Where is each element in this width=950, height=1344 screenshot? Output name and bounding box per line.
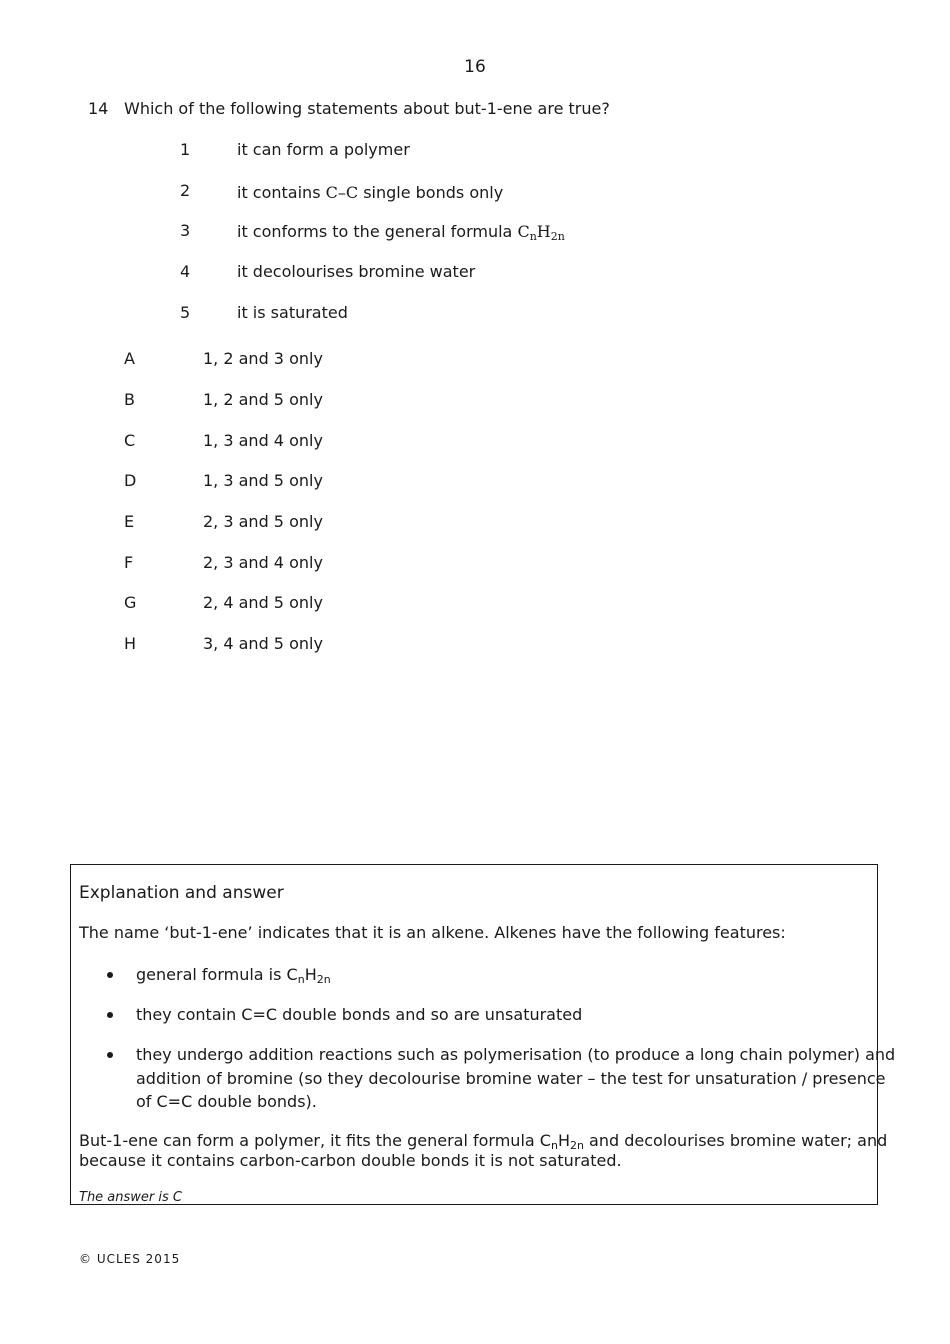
option-text: 2, 4 and 5 only (203, 593, 323, 612)
statement-text: it can form a polymer (237, 140, 410, 159)
option-letter: H (124, 634, 137, 653)
statement-number: 3 (180, 221, 191, 240)
option-text: 2, 3 and 4 only (203, 553, 323, 572)
explanation-intro: The name ‘but-1-ene’ indicates that it is an alkene. Alkenes have the following features: (79, 923, 786, 942)
option-letter: B (124, 390, 135, 409)
feature-addition-line-1: they undergo addition reactions such as polymerisation (to produce a long chain polymer) and (136, 1045, 896, 1064)
option-letter: F (124, 553, 134, 572)
statement-number: 1 (180, 140, 191, 159)
option-letter: D (124, 471, 137, 490)
feature-addition-line-2: addition of bromine (so they decolourise bromine water – the test for unsaturation / presence (136, 1069, 886, 1088)
feature-general-formula: general formula is $C_nH_{2n}$ (136, 965, 331, 986)
statement-number: 5 (180, 303, 191, 322)
page-number: 16 (464, 57, 486, 77)
general-formula: $C_nH_{2n}$ (517, 222, 565, 243)
option-text: 1, 3 and 5 only (203, 471, 323, 490)
answer-text: The answer is C (79, 1190, 182, 1205)
feature-addition-line-3: of C=C double bonds). (136, 1092, 317, 1111)
option-letter: C (124, 431, 136, 450)
option-text: 2, 3 and 5 only (203, 512, 323, 531)
bullet-dot (107, 1012, 113, 1018)
bond-formula: C–C (325, 183, 359, 202)
option-text: 1, 2 and 5 only (203, 390, 323, 409)
conclusion-line-1: But-1-ene can form a polymer, it fits the general formula $C_nH_{2n}$ and decolourises bromine water; and (79, 1131, 888, 1152)
statement-text: it is saturated (237, 303, 348, 322)
option-text: 1, 3 and 4 only (203, 431, 323, 450)
statement-text: it conforms to the general formula $C_nH_{2n}$ (237, 222, 565, 243)
option-text: 1, 2 and 3 only (203, 349, 323, 368)
option-letter: G (124, 593, 137, 612)
statement-text: it contains C–C single bonds only (237, 183, 504, 202)
statement-number: 4 (180, 262, 191, 281)
question-text: Which of the following statements about but-1-ene are true? (124, 99, 610, 118)
conclusion-line-2: because it contains carbon-carbon double bonds it is not saturated. (79, 1151, 622, 1170)
question-number: 14 (88, 99, 109, 118)
copyright-footer: © UCLES 2015 (79, 1252, 181, 1266)
explanation-heading: Explanation and answer (79, 883, 284, 903)
feature-unsaturated: they contain C=C double bonds and so are unsaturated (136, 1005, 583, 1024)
option-letter: E (124, 512, 135, 531)
bullet-dot (107, 972, 113, 978)
bullet-dot (107, 1052, 113, 1058)
option-letter: A (124, 349, 135, 368)
statement-text: it decolourises bromine water (237, 262, 476, 281)
option-text: 3, 4 and 5 only (203, 634, 323, 653)
statement-number: 2 (180, 181, 191, 200)
